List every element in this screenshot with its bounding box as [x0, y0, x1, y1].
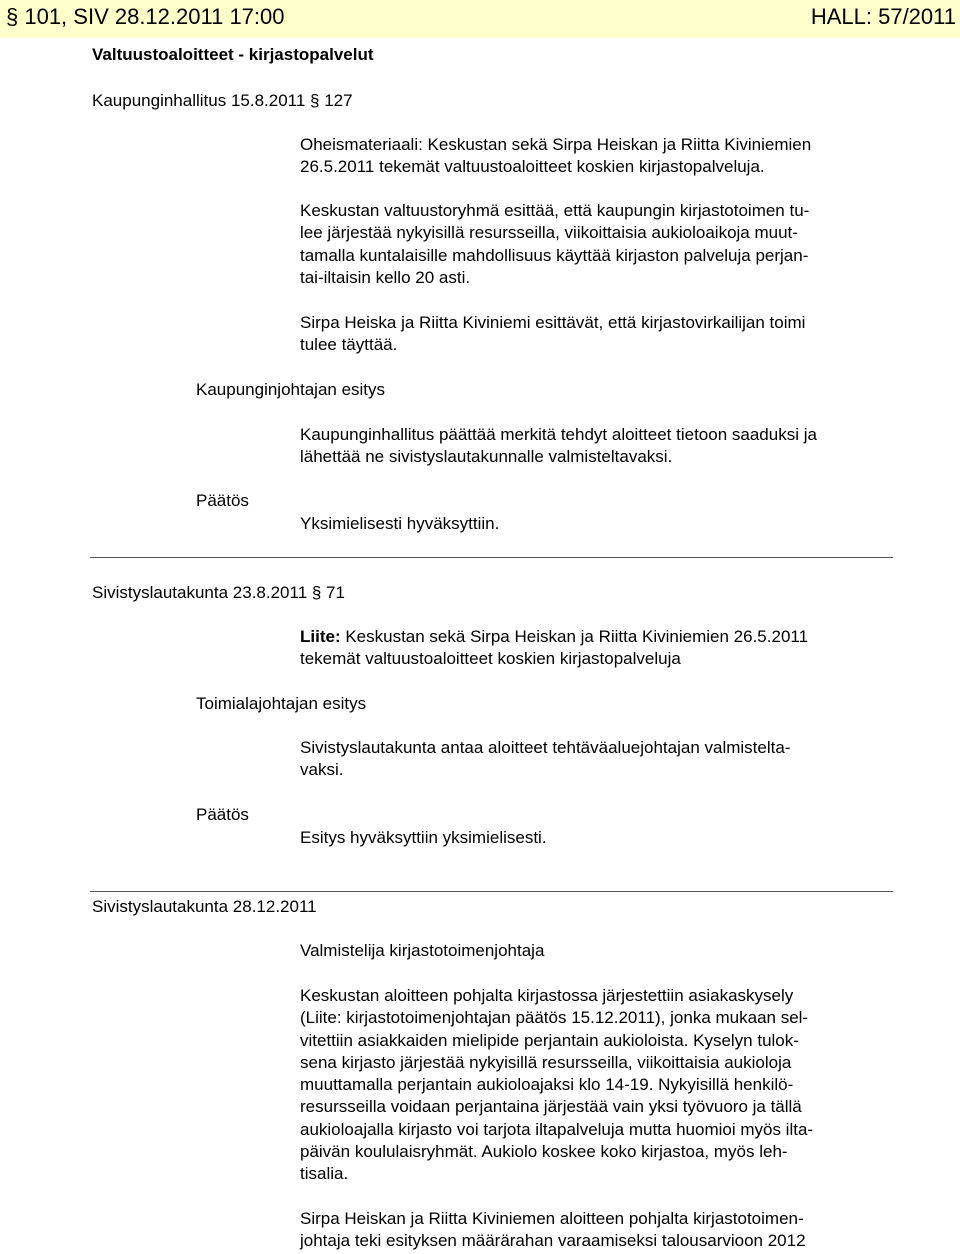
siv2-paragraph-2 [300, 1208, 806, 1253]
header-hall-ref: HALL: 57/2011 [810, 4, 956, 29]
section-divider [90, 891, 893, 892]
kh-paatos-label: Päätös [196, 491, 249, 510]
kh-keskusta-paragraph [300, 200, 809, 289]
text-line: lee järjestää nykyisillä resursseilla, viikoittaisia aukioloaikoja muut- [300, 223, 798, 243]
text-line: Keskustan valtuustoryhmä esittää, että kaupungin kirjastotoimen tu- [300, 201, 810, 220]
kh-esitys-label: Kaupunginjohtajan esitys [196, 380, 386, 399]
kh-paatos-text: Yksimielisesti hyväksyttiin. [300, 514, 500, 533]
text-line: aukioloajalla kirjasto voi tarjota iltapalveluja mutta huomioi myös ilta- [300, 1119, 814, 1139]
text-line: Keskustan aloitteen pohjalta kirjastossa järjestettiin asiakaskysely [300, 986, 794, 1005]
section-divider [90, 557, 893, 558]
siv1-liite [300, 626, 808, 671]
text-line: sena kirjasto järjestää nykyisillä resursseilla, viikoittaisia aukioloja [300, 1052, 792, 1072]
text-line: Sirpa Heiskan ja Riitta Kiviniemen aloitteen pohjalta kirjastotoimen- [300, 1209, 804, 1228]
text-line [300, 626, 808, 648]
text-line: tisalia. [300, 1164, 349, 1184]
siv1-esitys-label: Toimialajohtajan esitys [196, 694, 367, 713]
kh-sirpa-paragraph [300, 312, 805, 357]
liite-label: Liite: [300, 627, 341, 646]
text-line: Sirpa Heiska ja Riitta Kiviniemi esittävät, että kirjastovirkailijan toimi [300, 313, 806, 332]
kh-esitys-text [300, 424, 817, 469]
liite-text: Keskustan sekä Sirpa Heiskan ja Riitta Kiviniemien 26.5.2011 [340, 627, 809, 646]
text-line: tekemät valtuustoaloitteet koskien kirjastopalveluja [300, 649, 681, 669]
kh-heading: Kaupunginhallitus 15.8.2011 § 127 [92, 91, 353, 110]
document-title: Valtuustoaloitteet - kirjastopalvelut [92, 45, 374, 64]
text-line: Oheismateriaali: Keskustan sekä Sirpa Heiskan ja Riitta Kiviniemien [300, 135, 812, 154]
text-line: lähettää ne sivistyslautakunnalle valmisteltavaksi. [300, 447, 673, 467]
text-line: päivän koululaisryhmät. Aukiolo koskee koko kirjastoa, myös leh- [300, 1142, 788, 1162]
text-line: resursseilla voidaan perjantaina järjestää vain yksi työvuoro ja tällä [300, 1097, 802, 1117]
siv2-valmistelija: Valmistelija kirjastotoimenjohtaja [300, 941, 545, 960]
text-line: tamalla kuntalaisille mahdollisuus käyttää kirjaston palveluja perjan- [300, 245, 809, 265]
siv1-esitys-text [300, 737, 790, 782]
kh-oheismateriaali [300, 134, 811, 179]
siv2-heading: Sivistyslautakunta 28.12.2011 [92, 897, 317, 916]
siv1-paatos-text: Esitys hyväksyttiin yksimielisesti. [300, 828, 547, 847]
siv2-paragraph-1 [300, 985, 813, 1186]
header-section-ref: § 101, SIV 28.12.2011 17:00 [6, 4, 285, 29]
text-line: 26.5.2011 tekemät valtuustoaloitteet koskien kirjastopalveluja. [300, 157, 765, 177]
text-line: Sivistyslautakunta antaa aloitteet tehtäväaluejohtajan valmistelta- [300, 738, 791, 757]
text-line: johtaja teki esityksen määrärahan varaamiseksi talousarvioon 2012 [300, 1231, 806, 1251]
siv1-heading: Sivistyslautakunta 23.8.2011 § 71 [92, 583, 345, 602]
text-line: vitettiin asiakkaiden mielipide perjantain aukioloista. Kyselyn tulok- [300, 1030, 799, 1050]
text-line: muuttamalla perjantain aukioloajaksi klo 14-19. Nykyisillä henkilö- [300, 1075, 794, 1095]
text-line: (Liite: kirjastotoimenjohtajan päätös 15.12.2011), jonka mukaan sel- [300, 1008, 809, 1028]
text-line: Kaupunginhallitus päättää merkitä tehdyt aloitteet tietoon saaduksi ja [300, 425, 817, 444]
text-line: tai-iltaisin kello 20 asti. [300, 267, 471, 287]
text-line: vaksi. [300, 760, 344, 780]
siv1-paatos-label: Päätös [196, 805, 249, 824]
text-line: tulee täyttää. [300, 335, 398, 355]
